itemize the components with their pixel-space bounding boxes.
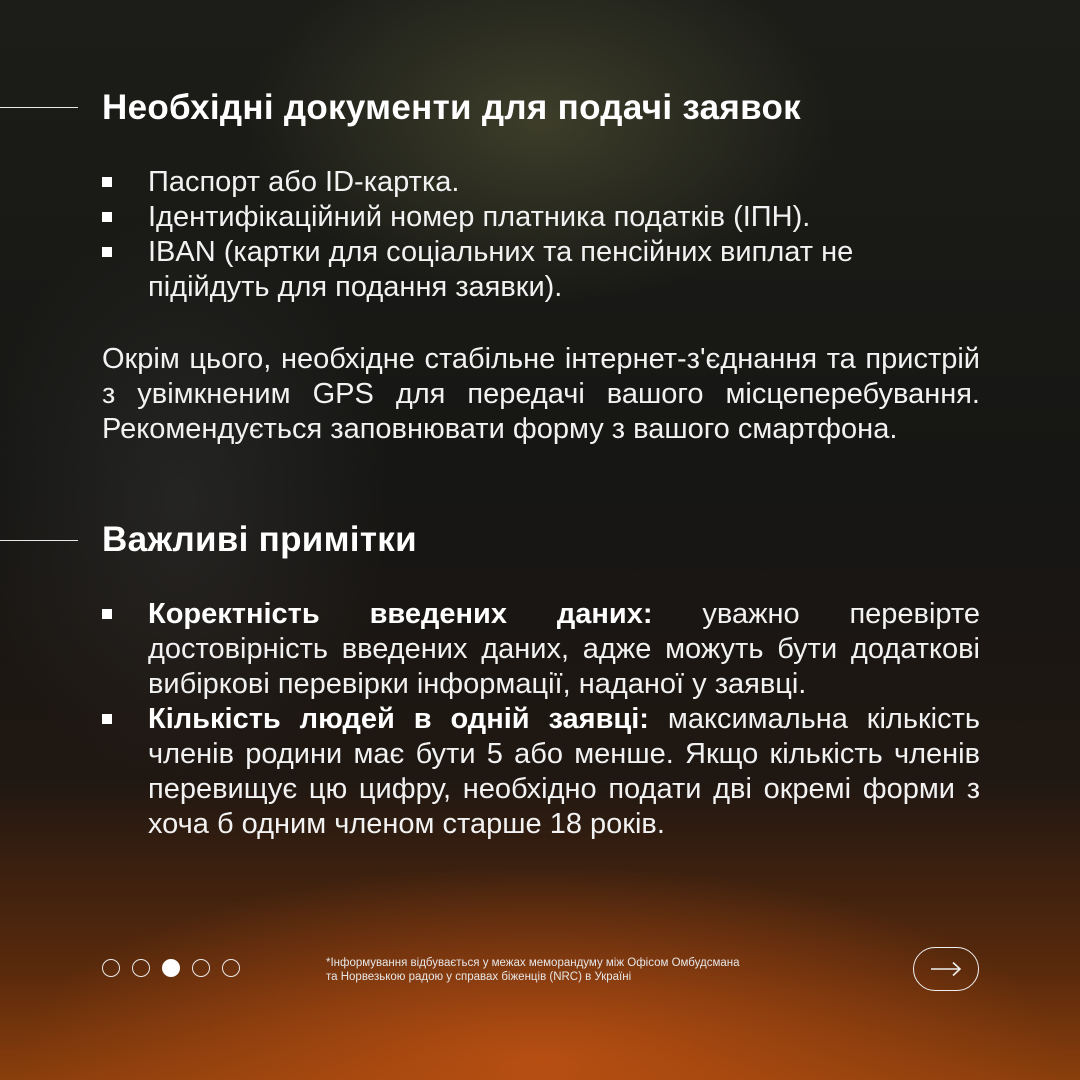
bullet-square-icon — [102, 212, 112, 222]
list-item — [102, 165, 980, 200]
footnote-line-2: та Норвезькою радою у справах біженців (NRC) в Україні — [326, 971, 632, 983]
bullet-square-icon — [102, 609, 112, 619]
footnote — [326, 956, 866, 984]
list-item-text: Ідентифікаційний номер платника податків (ІПН). — [148, 201, 811, 233]
list-item — [102, 235, 980, 305]
pagination-dot[interactable] — [102, 959, 120, 977]
bullet-square-icon — [102, 177, 112, 187]
note-item — [102, 702, 980, 842]
pagination-dot[interactable] — [132, 959, 150, 977]
bullet-square-icon — [102, 247, 112, 257]
title-rule-1 — [0, 107, 78, 108]
pagination-dots — [102, 959, 240, 977]
requirements-paragraph: Окрім цього, необхідне стабільне інтернет-з'єднання та пристрій з увімкненим GPS для передачі вашого місцеперебування. Рекомендується заповнювати форму з вашого смартфона. — [102, 343, 980, 445]
next-button[interactable] — [913, 947, 979, 991]
arrow-right-icon — [929, 961, 963, 977]
section-title-documents: Необхідні документи для подачі заявок — [102, 88, 801, 127]
pagination-dot[interactable] — [192, 959, 210, 977]
documents-list — [102, 165, 980, 305]
note-label: Кількість людей в одній заявці: — [148, 703, 649, 735]
note-text: уважно перевірте достовірність введених даних, адже можуть бути додаткові вибіркові перевірки інформації, наданої у заявці. — [148, 598, 980, 700]
list-item-text: IBAN (картки для соціальних та пенсійних виплат не підійдуть для подання заявки). — [148, 236, 854, 303]
pagination-dot[interactable] — [222, 959, 240, 977]
notes-list — [102, 597, 980, 842]
note-label: Коректність введених даних: — [148, 598, 653, 630]
list-item — [102, 200, 980, 235]
note-item — [102, 597, 980, 702]
title-rule-2 — [0, 540, 78, 541]
bullet-square-icon — [102, 714, 112, 724]
pagination-dot-active[interactable] — [162, 959, 180, 977]
section-title-notes: Важливі примітки — [102, 520, 417, 559]
list-item-text: Паспорт або ID-картка. — [148, 166, 460, 198]
footnote-line-1: *Інформування відбувається у межах меморандуму між Офісом Омбудсмана — [326, 957, 740, 969]
note-text: максимальна кількість членів родини має бути 5 або менше. Якщо кількість членів перевищує цю цифру, необхідно подати дві окремі форми з хоча б одним членом старше 18 років. — [148, 703, 980, 840]
